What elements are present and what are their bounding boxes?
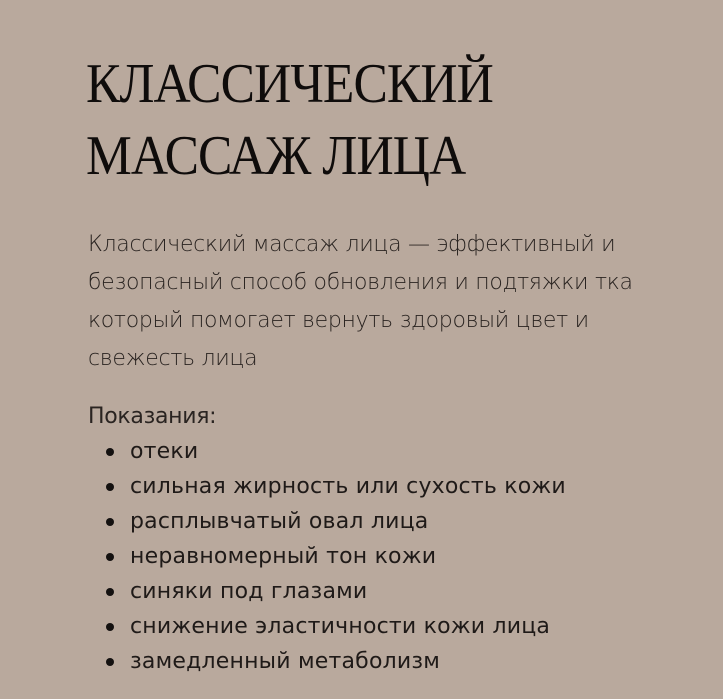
bullet-dot-icon <box>106 518 114 526</box>
page-title <box>86 48 493 192</box>
title-line: КЛАССИЧЕСКИЙ <box>86 53 493 115</box>
list-item-text: отеки <box>130 439 199 464</box>
intro-paragraph <box>88 226 723 378</box>
list-item <box>106 434 566 469</box>
indications-list <box>106 434 566 679</box>
intro-line: Классический массаж лица — эффективный и <box>88 232 616 257</box>
list-item <box>106 539 566 574</box>
intro-line: безопасный способ обновления и подтяжки тка <box>88 270 633 295</box>
intro-line: который помогает вернуть здоровый цвет и <box>88 308 589 333</box>
indications-heading: Показания: <box>88 404 217 429</box>
bullet-dot-icon <box>106 448 114 456</box>
list-item <box>106 504 566 539</box>
list-item-text: неравномерный тон кожи <box>130 544 437 569</box>
intro-line: свежесть лица <box>88 346 258 371</box>
list-item-text: замедленный метаболизм <box>130 649 441 674</box>
list-item-text: расплывчатый овал лица <box>130 509 429 534</box>
bullet-dot-icon <box>106 588 114 596</box>
bullet-dot-icon <box>106 483 114 491</box>
list-item-text: сильная жирность или сухость кожи <box>130 474 566 499</box>
bullet-dot-icon <box>106 623 114 631</box>
list-item <box>106 469 566 504</box>
list-item-text: снижение эластичности кожи лица <box>130 614 551 639</box>
list-item <box>106 574 566 609</box>
list-item <box>106 644 566 679</box>
list-item-text: синяки под глазами <box>130 579 368 604</box>
bullet-dot-icon <box>106 553 114 561</box>
title-line: МАССАЖ ЛИЦА <box>86 125 466 187</box>
list-item <box>106 609 566 644</box>
bullet-dot-icon <box>106 658 114 666</box>
